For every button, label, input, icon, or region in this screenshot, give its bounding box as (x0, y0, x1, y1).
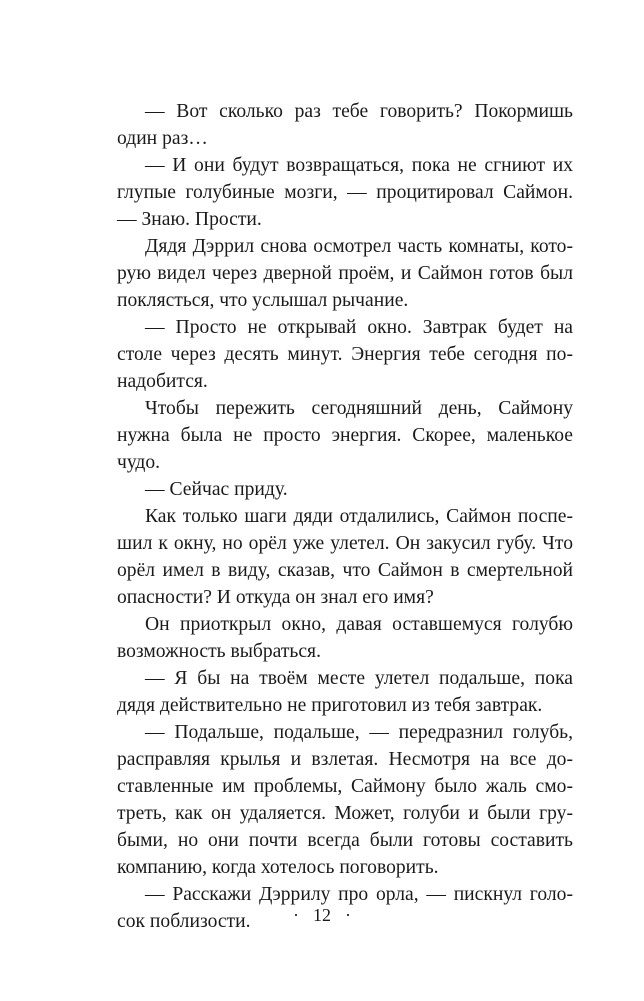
paragraph-5: Чтобы пережить сегодняшний день, Саймону нужна была не просто энергия. Скорее, маленькое чудо. (117, 398, 573, 473)
paragraph-4: — Просто не открывай окно. Завтрак будет на столе через десять минут. Энергия тебе сегодня понадобится. (117, 317, 573, 392)
paragraph-9: — Я бы на твоём месте улетел подальше, пока дядя действительно не приготовил из тебя завтрак. (117, 668, 573, 716)
page-number-footer (0, 905, 644, 926)
paragraph-7: Как только шаги дяди отдалились, Саймон поспешил к окну, но орёл уже улетел. Он закусил губу. Что орёл имел в виду, сказав, что Саймон в смертельной опасности? И откуда он знал его имя? (117, 506, 573, 608)
paragraph-3: Дядя Дэррил снова осмотрел часть комнаты, которую видел через дверной проём, и Саймон готов был поклясться, что услышал рычание. (117, 236, 573, 311)
page-number: 12 (313, 905, 331, 925)
paragraph-11: — Расскажи Дэррилу про орла, — пискнул голосок поблизости. (117, 884, 573, 932)
folio-left-dot: · (293, 905, 299, 925)
paragraph-10: — Подальше, подальше, — передразнил голубь, расправляя крылья и взлетая. Несмотря на все доставленные им проблемы, Саймону было жаль смотреть, как он удаляется. Может, голуби и были грубыми, но они почти всегда были готовы составить компанию, когда хотелось поговорить. (117, 722, 573, 878)
folio-right-dot: · (345, 905, 351, 925)
paragraph-8: Он приоткрыл окно, давая оставшемуся голубю возможность выбраться. (117, 614, 573, 662)
body-text (117, 98, 573, 935)
paragraph-2: — И они будут возвращаться, пока не сгниют их глупые голубиные мозги, — процитировал Саймон. — Знаю. Прости. (117, 155, 573, 230)
paragraph-6: — Сейчас приду. (145, 479, 288, 500)
paragraph-1: — Вот сколько раз тебе говорить? Покормишь один раз… (117, 101, 573, 149)
